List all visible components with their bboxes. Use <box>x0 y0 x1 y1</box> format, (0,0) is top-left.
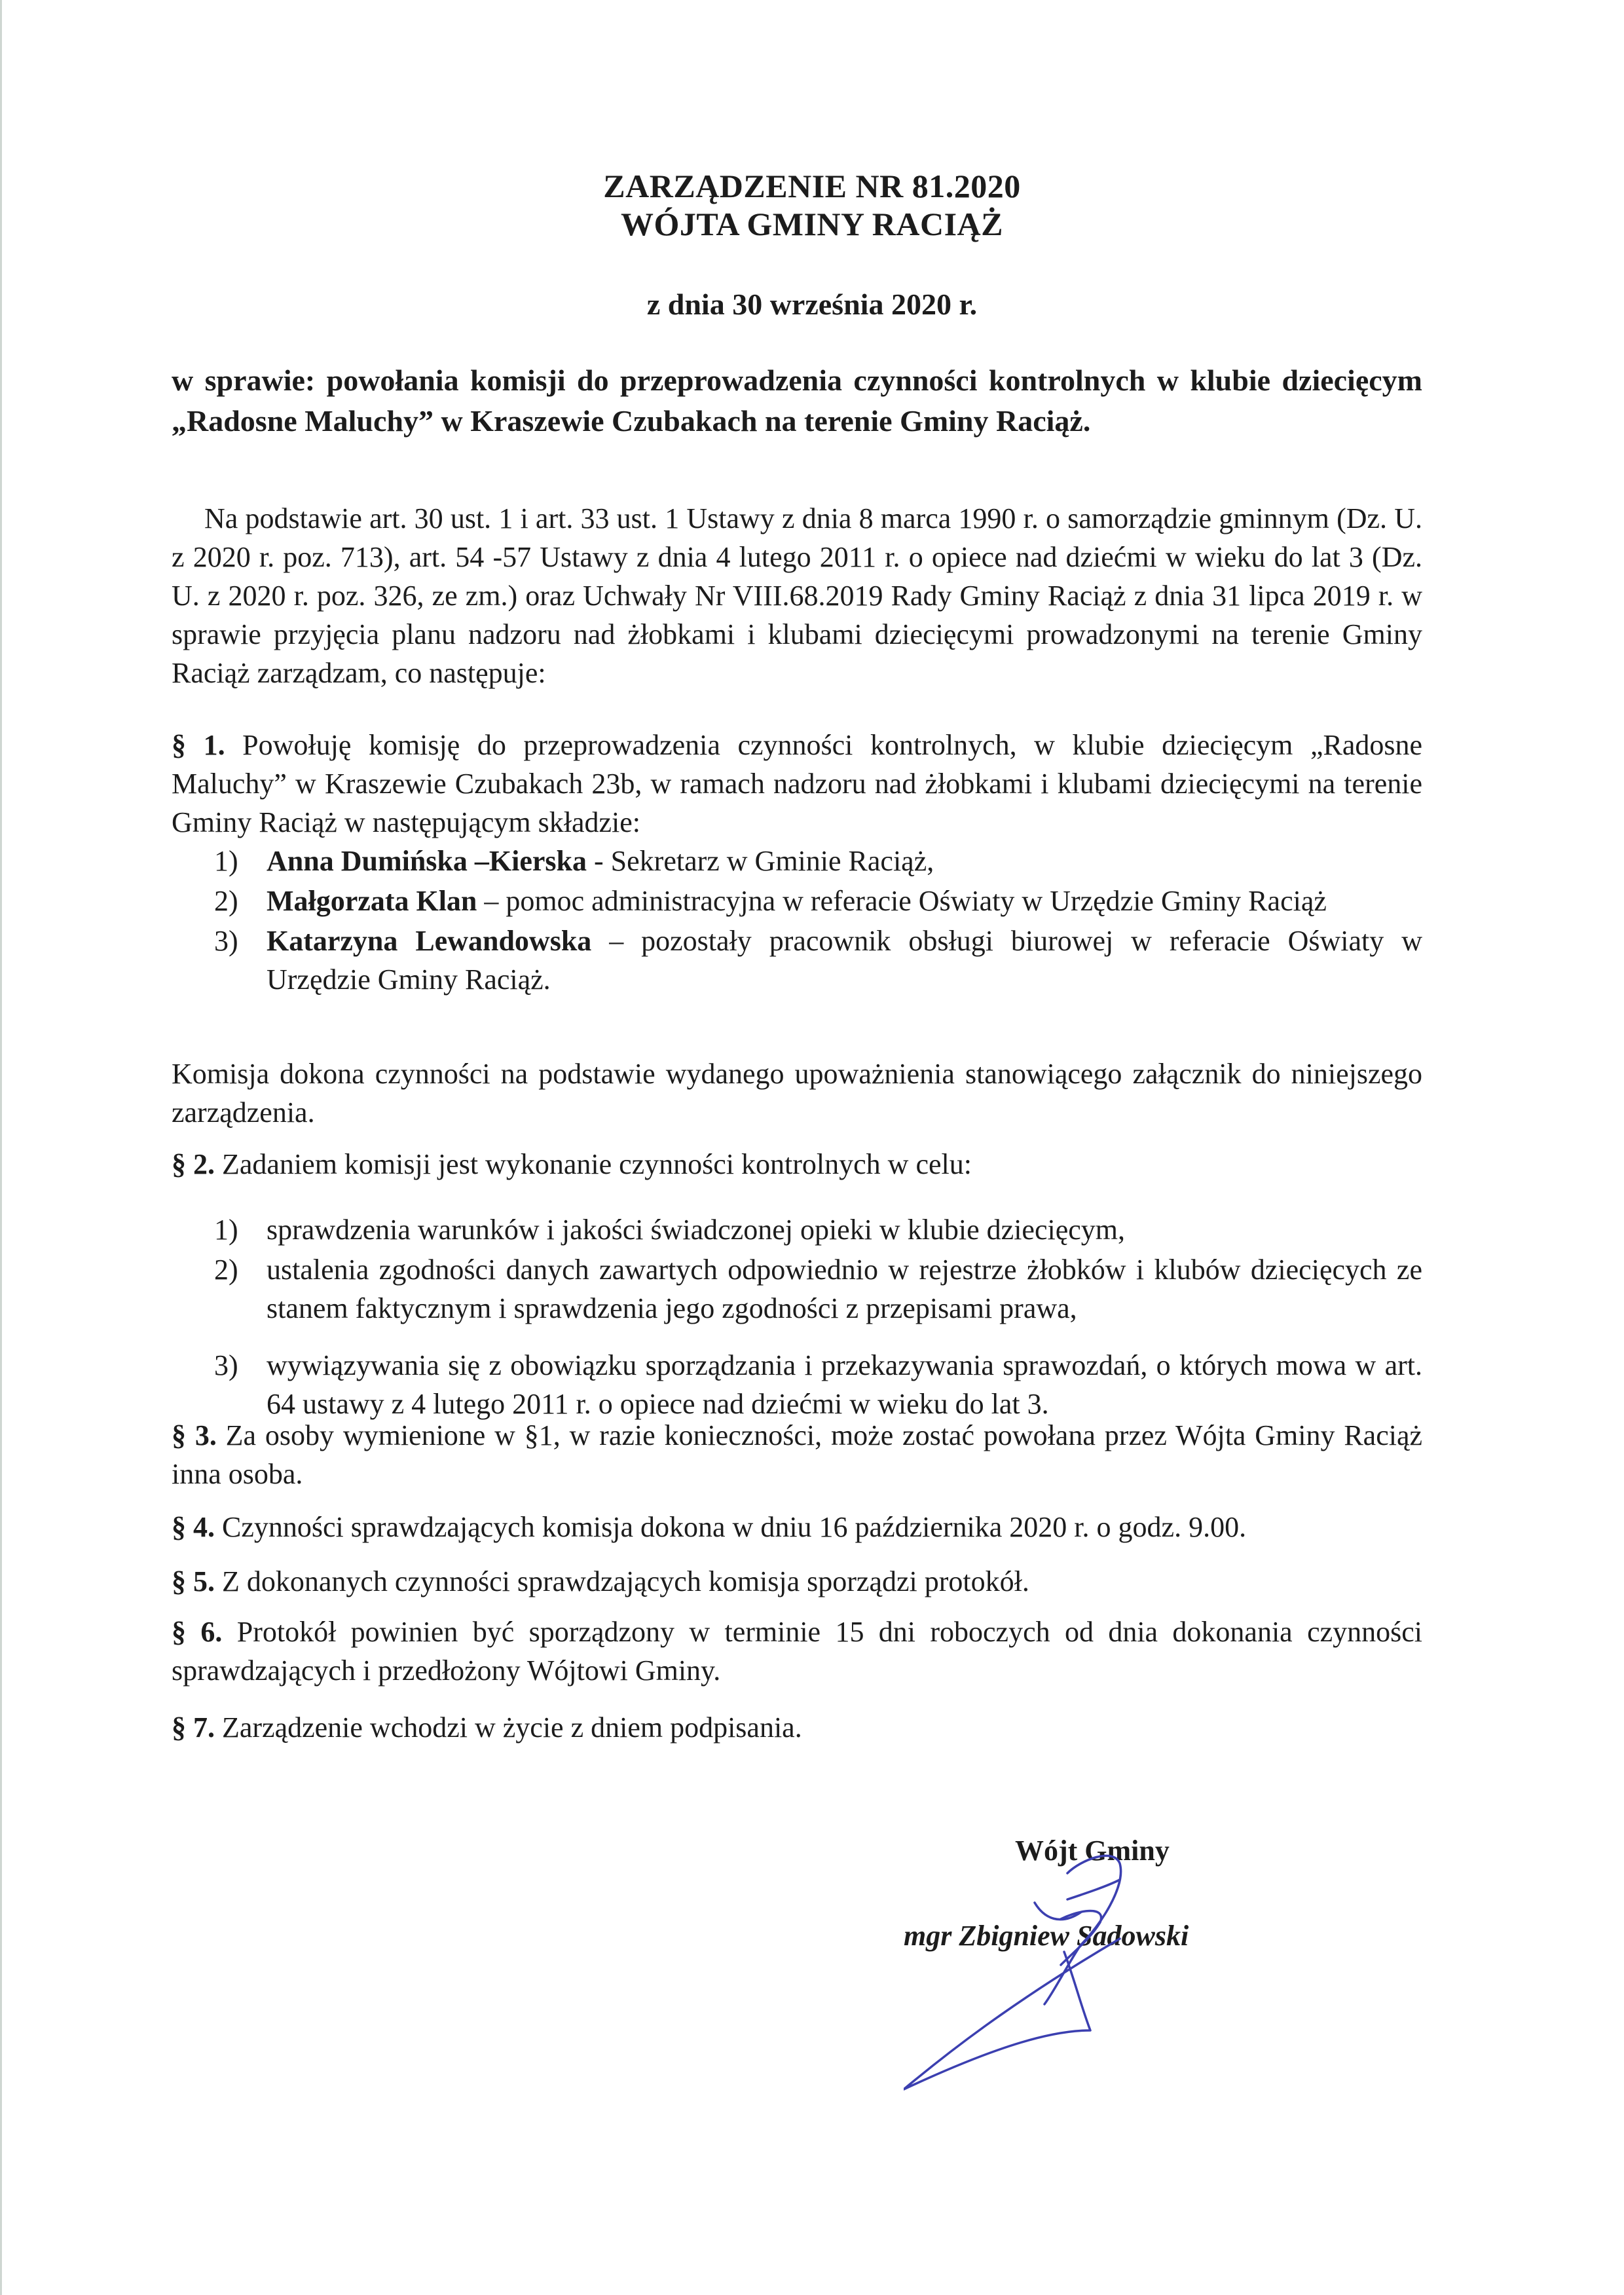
member-name: Anna Dumińska –Kierska <box>267 845 587 877</box>
member-number: 2) <box>214 885 238 917</box>
preamble: Na podstawie art. 30 ust. 1 i art. 33 ust. 1 Ustawy z dnia 8 marca 1990 r. o samorządzie gminnym (Dz. U. z 2020 r. poz. 713), art. 54 -57 Ustawy z dnia 4 lutego 2011 r. o opiece nad dziećmi w wieku do lat 3 (Dz. U. z 2020 r. poz. 326, ze zm.) oraz Uchwały Nr VIII.68.2019 Rady Gminy Raciąż z dnia 31 lipca 2019 r. w sprawie przyjęcia planu nadzoru nad żłobkami i klubami dziecięcymi prowadzonymi na terenie Gminy Raciąż zarządzam, co następuje: <box>172 502 1422 689</box>
committee-member <box>172 922 1422 999</box>
document-date: z dnia 30 września 2020 r. <box>646 288 978 321</box>
section-2 <box>172 1145 1422 1184</box>
section-7-text: Zarządzenie wchodzi w życie z dniem podpisania. <box>222 1711 802 1744</box>
section-6-label: § 6. <box>172 1616 223 1648</box>
task-text: sprawdzenia warunków i jakości świadczonej opieki w klubie dziecięcym, <box>267 1214 1125 1246</box>
section-5 <box>172 1562 1422 1601</box>
section-7-label: § 7. <box>172 1711 215 1744</box>
committee-member <box>172 882 1422 920</box>
section-6 <box>172 1613 1422 1690</box>
section-1-label: § 1. <box>172 729 225 761</box>
title-line-2: WÓJTA GMINY RACIĄŻ <box>620 206 1004 242</box>
committee-members <box>172 842 1422 1000</box>
committee-note: Komisja dokona czynności na podstawie wydanego upoważnienia stanowiącego załącznik do niniejszego zarządzenia. <box>172 1058 1422 1129</box>
member-role: – pozostały pracownik obsługi biurowej w referacie Oświaty w Urzędzie Gminy Raciąż. <box>267 925 1422 996</box>
control-task <box>172 1346 1422 1423</box>
section-1-text: Powołuję komisję do przeprowadzenia czynności kontrolnych, w klubie dziecięcym „Radosne Maluchy” w Kraszewie Czubakach 23b, w ramach nadzoru nad żłobkami i klubami dziecięcymi na terenie Gminy Raciąż w następującym składzie: <box>172 729 1423 838</box>
task-text: ustalenia zgodności danych zawartych odpowiednio w rejestrze żłobków i klubów dziecięcych ze stanem faktycznym i sprawdzenia jego zgodności z przepisami prawa, <box>267 1254 1422 1324</box>
scan-edge <box>0 0 2 2295</box>
section-4 <box>172 1508 1422 1546</box>
section-5-label: § 5. <box>172 1565 215 1597</box>
section-3 <box>172 1416 1422 1493</box>
task-number: 2) <box>214 1254 238 1286</box>
section-2-text: Zadaniem komisji jest wykonanie czynności kontrolnych w celu: <box>222 1148 972 1180</box>
control-task <box>172 1210 1422 1249</box>
section-3-label: § 3. <box>172 1419 217 1451</box>
task-number: 1) <box>214 1214 238 1246</box>
committee-member <box>172 842 1422 880</box>
section-1 <box>172 726 1422 842</box>
document-subject: w sprawie: powołania komisji do przeprowadzenia czynności kontrolnych w klubie dziecięcym „Radosne Maluchy” w Kraszewie Czubakach na terenie Gminy Raciąż. <box>172 364 1422 438</box>
member-role: – pomoc administracyjna w referacie Oświaty w Urzędzie Gminy Raciąż <box>477 885 1327 917</box>
task-number: 3) <box>214 1349 238 1381</box>
task-text: wywiązywania się z obowiązku sporządzania i przekazywania sprawozdań, o których mowa w art. 64 ustawy z 4 lutego 2011 r. o opiece nad dziećmi w wieku do lat 3. <box>267 1349 1422 1420</box>
section-4-label: § 4. <box>172 1511 215 1543</box>
document-header <box>0 167 1624 243</box>
section-5-text: Z dokonanych czynności sprawdzających komisja sporządzi protokół. <box>222 1565 1029 1597</box>
control-tasks <box>172 1210 1422 1425</box>
signature-title: Wójt Gminy <box>1015 1835 1170 1867</box>
section-2-label: § 2. <box>172 1148 215 1180</box>
member-number: 3) <box>214 925 238 957</box>
section-7 <box>172 1708 1422 1747</box>
member-role: - Sekretarz w Gminie Raciąż, <box>587 845 934 877</box>
member-number: 1) <box>214 845 238 877</box>
section-3-text: Za osoby wymienione w §1, w razie konieczności, może zostać powołana przez Wójta Gminy Raciąż inna osoba. <box>172 1419 1423 1490</box>
title-line-1: ZARZĄDZENIE NR 81.2020 <box>603 168 1021 204</box>
signature-name: mgr Zbigniew Sadowski <box>904 1920 1189 1952</box>
section-6-text: Protokół powinien być sporządzony w terminie 15 dni roboczych od dnia dokonania czynności sprawdzających i przedłożony Wójtowi Gminy. <box>172 1616 1423 1687</box>
member-name: Katarzyna Lewandowska <box>267 925 592 957</box>
member-name: Małgorzata Klan <box>267 885 477 917</box>
control-task <box>172 1250 1422 1328</box>
handwritten-signature-icon <box>904 1834 1329 2109</box>
section-4-text: Czynności sprawdzających komisja dokona w dniu 16 października 2020 r. o godz. 9.00. <box>222 1511 1247 1543</box>
